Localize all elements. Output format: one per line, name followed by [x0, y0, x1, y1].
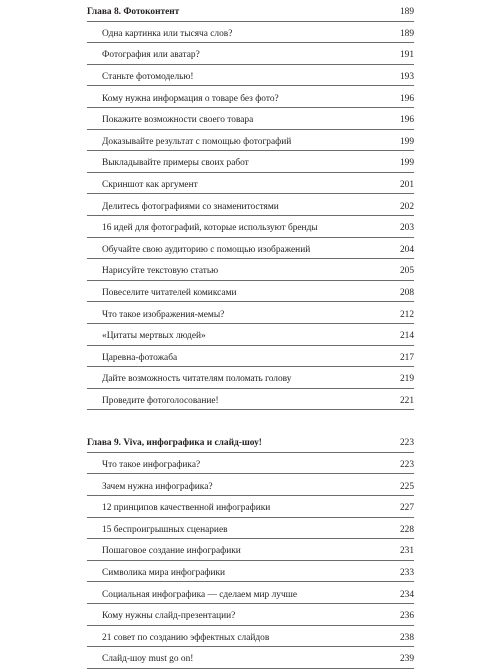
- toc-entry-title: 16 идей для фотографий, которые используют бренды: [102, 223, 318, 234]
- toc-entry-title: Покажите возможности своего товара: [102, 115, 254, 126]
- toc-entry-page-number: 212: [399, 309, 414, 320]
- toc-entry: [87, 496, 414, 518]
- toc-entry-page-number: 199: [399, 158, 414, 169]
- table-of-contents: [87, 0, 414, 669]
- toc-entry-title: Дайте возможность читателям поломать голову: [102, 374, 292, 385]
- toc-entry-page-number: 189: [399, 28, 414, 39]
- toc-entry-page-number: 214: [399, 331, 414, 342]
- toc-entry-page-number: 217: [399, 352, 414, 363]
- toc-entry-title: Царевна-фотожаба: [102, 352, 178, 363]
- toc-entry-page-number: 196: [399, 93, 414, 104]
- toc-entry: [87, 65, 414, 87]
- toc-entry-page-number: 233: [399, 568, 414, 579]
- toc-entry: [87, 518, 414, 540]
- toc-entry-title: Доказывайте результат с помощью фотографий: [102, 136, 292, 147]
- toc-entry: [87, 346, 414, 368]
- toc-entry-title: Что такое инфографика?: [102, 460, 201, 471]
- toc-entry-page-number: 196: [399, 115, 414, 126]
- toc-entry-title: Делитесь фотографиями со знаменитостями: [102, 201, 279, 212]
- toc-entry: [87, 389, 414, 411]
- toc-entry-page-number: 191: [399, 50, 414, 61]
- chapter-8: [87, 0, 414, 410]
- chapter-entries: [87, 22, 414, 411]
- toc-entry-title: Выкладывайте примеры своих работ: [102, 158, 249, 169]
- toc-entry: [87, 474, 414, 496]
- toc-entry-title: 12 принципов качественной инфографики: [102, 503, 271, 514]
- chapter-heading: [87, 431, 414, 453]
- toc-entry-page-number: 201: [399, 179, 414, 190]
- toc-entry-page-number: 202: [399, 201, 414, 212]
- toc-entry-title: Слайд-шоу must go on!: [102, 654, 194, 665]
- toc-entry-page-number: 208: [399, 287, 414, 298]
- toc-entry-page-number: 205: [399, 266, 414, 277]
- toc-entry: [87, 453, 414, 475]
- chapter-title: Глава 9. Viva, инфографика и слайд-шоу!: [87, 438, 262, 449]
- chapter-title: Глава 8. Фотоконтент: [87, 7, 180, 18]
- toc-entry: [87, 626, 414, 648]
- toc-entry: [87, 151, 414, 173]
- toc-entry: [87, 561, 414, 583]
- toc-entry-title: Фотография или аватар?: [102, 50, 200, 61]
- toc-entry: [87, 194, 414, 216]
- toc-entry-title: Зачем нужна инфографика?: [102, 481, 213, 492]
- toc-entry-title: Что такое изображения-мемы?: [102, 309, 225, 320]
- toc-entry-title: Станьте фотомоделью!: [102, 71, 194, 82]
- chapter-heading: [87, 0, 414, 22]
- toc-entry-title: Проведите фотоголосование!: [102, 395, 219, 406]
- toc-entry: [87, 367, 414, 389]
- toc-entry-title: Скриншот как аргумент: [102, 179, 198, 190]
- toc-entry: [87, 259, 414, 281]
- toc-entry: [87, 22, 414, 44]
- toc-entry-title: Кому нужна информация о товаре без фото?: [102, 93, 279, 104]
- toc-entry: [87, 108, 414, 130]
- toc-entry-page-number: 225: [399, 481, 414, 492]
- chapter-9: [87, 431, 414, 669]
- toc-entry-page-number: 234: [399, 589, 414, 600]
- toc-entry-title: Кому нужны слайд-презентации?: [102, 611, 236, 622]
- toc-entry: [87, 582, 414, 604]
- toc-entry: [87, 647, 414, 669]
- toc-entry-page-number: 238: [399, 632, 414, 643]
- toc-entry-page-number: 227: [399, 503, 414, 514]
- chapter-spacer: [87, 410, 414, 431]
- chapter-page-number: 189: [399, 7, 414, 18]
- toc-entry-title: Одна картинка или тысяча слов?: [102, 28, 233, 39]
- toc-entry-title: Повеселите читателей комиксами: [102, 287, 237, 298]
- toc-entry: [87, 302, 414, 324]
- toc-entry-title: Нарисуйте текстовую статью: [102, 266, 219, 277]
- chapter-entries: [87, 453, 414, 669]
- toc-entry: [87, 281, 414, 303]
- toc-entry: [87, 604, 414, 626]
- toc-entry-page-number: 239: [399, 654, 414, 665]
- toc-entry-page-number: 199: [399, 136, 414, 147]
- toc-entry: [87, 43, 414, 65]
- toc-entry: [87, 324, 414, 346]
- toc-entry-title: Пошаговое создание инфографики: [102, 546, 241, 557]
- toc-entry: [87, 173, 414, 195]
- toc-entry: [87, 130, 414, 152]
- toc-entry-page-number: 219: [399, 374, 414, 385]
- toc-entry-page-number: 221: [399, 395, 414, 406]
- toc-entry-page-number: 231: [399, 546, 414, 557]
- chapter-page-number: 223: [399, 438, 414, 449]
- toc-entry-title: 21 совет по созданию эффектных слайдов: [102, 632, 270, 643]
- toc-entry-title: 15 беспроигрышных сценариев: [102, 524, 228, 535]
- toc-entry-title: «Цитаты мертвых людей»: [102, 331, 206, 342]
- toc-entry: [87, 216, 414, 238]
- toc-entry-page-number: 203: [399, 223, 414, 234]
- toc-entry-page-number: 193: [399, 71, 414, 82]
- toc-entry-page-number: 236: [399, 611, 414, 622]
- toc-entry-title: Символика мира инфографики: [102, 568, 226, 579]
- toc-entry-page-number: 223: [399, 460, 414, 471]
- toc-entry-page-number: 204: [399, 244, 414, 255]
- toc-entry-title: Обучайте свою аудиторию с помощью изображений: [102, 244, 311, 255]
- toc-entry-page-number: 228: [399, 524, 414, 535]
- toc-entry: [87, 539, 414, 561]
- toc-entry: [87, 86, 414, 108]
- toc-entry: [87, 238, 414, 260]
- toc-entry-title: Социальная инфографика — сделаем мир лучше: [102, 589, 298, 600]
